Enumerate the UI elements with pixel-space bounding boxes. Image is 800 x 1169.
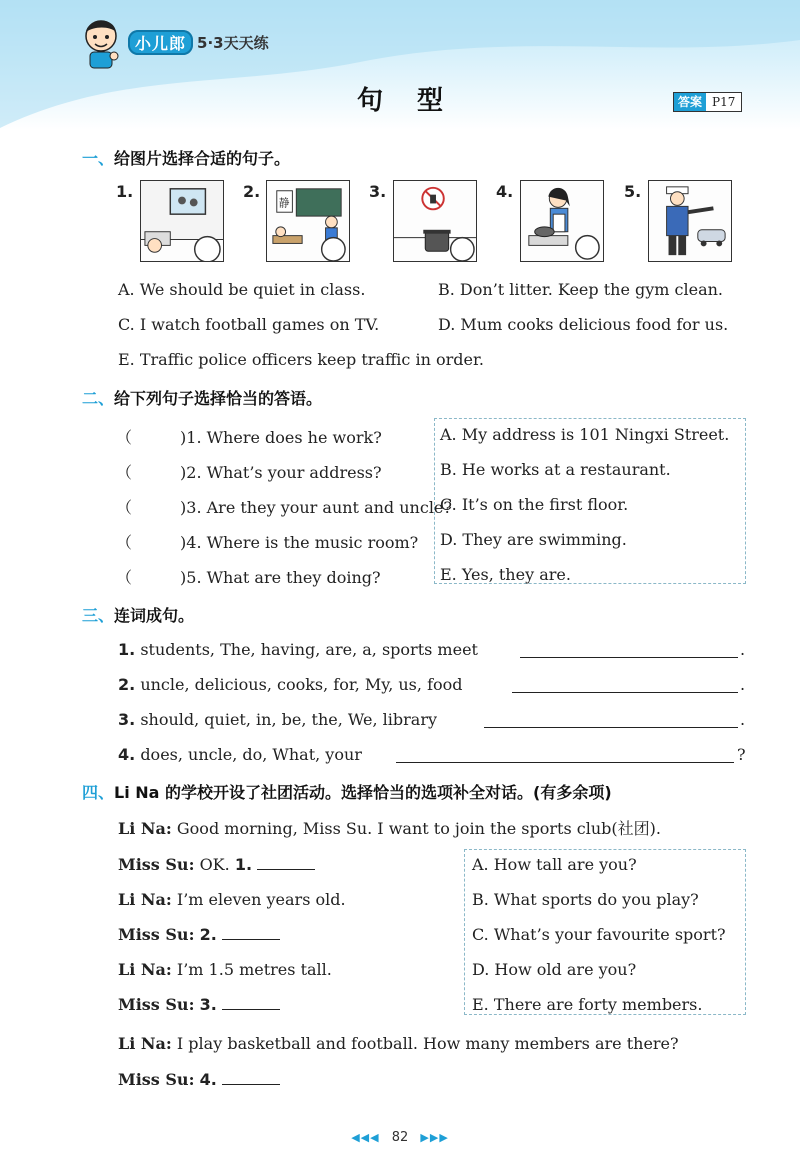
item-2-number: 2. [118, 675, 136, 694]
dialogue-text-2: OK. [199, 855, 230, 874]
section4-option-e: E. There are forty members. [472, 995, 703, 1014]
brand-name: 小儿郎 [128, 30, 193, 55]
tv-watching-picture [140, 180, 224, 262]
traffic-police-picture [648, 180, 732, 262]
section1-text: 给图片选择合适的句子。 [114, 149, 291, 168]
question-1-text: )1. Where does he work? [180, 428, 382, 447]
section1-option-a: A. We should be quiet in class. [118, 280, 366, 299]
blank-number-1: 1. [234, 855, 253, 874]
brand-logo [128, 30, 269, 54]
section2-answer-a: A. My address is 101 Ningxi Street. [440, 425, 730, 444]
dialogue-text-3: I’m eleven years old. [176, 890, 346, 909]
speaker-2: Miss Su: [118, 855, 195, 874]
dialogue-line-6 [118, 995, 280, 1014]
section1-option-d: D. Mum cooks delicious food for us. [438, 315, 729, 334]
blank-number-3: 3. [199, 995, 217, 1014]
section2-title [82, 386, 322, 409]
dialogue-blank-1[interactable] [257, 869, 315, 870]
speaker-4: Miss Su: [118, 925, 195, 944]
answer-blank-1[interactable] [520, 657, 738, 658]
prev-arrows-icon: ◀◀◀ [351, 1131, 380, 1144]
picture-2-number: 2. [243, 182, 261, 201]
answer-paren-4[interactable]: （ [116, 533, 133, 552]
section1-option-b: B. Don’t litter. Keep the gym clean. [438, 280, 724, 299]
svg-text:静: 静 [278, 196, 290, 210]
section4-text: Li Na 的学校开设了社团活动。选择恰当的选项补全对话。(有多余项) [114, 783, 612, 802]
answer-paren-5[interactable]: （ [116, 568, 133, 587]
speaker-5: Li Na: [118, 960, 172, 979]
question-2-text: )2. What’s your address? [180, 463, 382, 482]
question-3-text: )3. Are they your aunt and uncle? [180, 498, 452, 517]
section3-text: 连词成句。 [114, 606, 195, 625]
speaker-8: Miss Su: [118, 1070, 195, 1089]
answer-paren-3[interactable]: （ [116, 498, 133, 517]
dialogue-text-1: Good morning, Miss Su. I want to join the sports club(社团). [176, 819, 661, 838]
item-1-words: students, The, having, are, a, sports meet [140, 640, 478, 659]
section1-title [82, 146, 290, 169]
answer-paren-2[interactable]: （ [116, 463, 133, 482]
dialogue-text-5: I’m 1.5 metres tall. [176, 960, 332, 979]
section4-option-c: C. What’s your favourite sport? [472, 925, 726, 944]
item-4-words: does, uncle, do, What, your [140, 745, 362, 764]
dialogue-blank-3[interactable] [222, 1009, 280, 1010]
page-footer [0, 1130, 800, 1145]
section2-text: 给下列句子选择恰当的答语。 [114, 389, 323, 408]
section4-option-b: B. What sports do you play? [472, 890, 699, 909]
section3-item-2 [118, 675, 463, 694]
section3-item-3 [118, 710, 437, 729]
dialogue-line-1 [118, 816, 661, 839]
dialogue-text-7: I play basketball and football. How many members are there? [176, 1034, 679, 1053]
section4-option-a: A. How tall are you? [472, 855, 637, 874]
dialogue-line-3 [118, 890, 346, 909]
item-4-number: 4. [118, 745, 136, 764]
dialogue-line-2 [118, 855, 315, 874]
speaker-1: Li Na: [118, 819, 172, 838]
picture-5-number: 5. [624, 182, 642, 201]
answer-blank-2[interactable] [512, 692, 738, 693]
item-4-end: ? [737, 745, 746, 764]
brand-series: 5·3天天练 [197, 33, 269, 52]
section3-item-4 [118, 745, 362, 764]
section4-title [82, 780, 612, 803]
picture-4-number: 4. [496, 182, 514, 201]
section2-answer-b: B. He works at a restaurant. [440, 460, 671, 479]
dialogue-line-7 [118, 1034, 679, 1053]
section1-option-c: C. I watch football games on TV. [118, 315, 380, 334]
answer-blank-4[interactable] [396, 762, 734, 763]
item-1-number: 1. [118, 640, 136, 659]
page-number: 82 [391, 1130, 409, 1145]
section3-title [82, 603, 194, 626]
answer-page: P17 [706, 93, 741, 111]
question-5-text: )5. What are they doing? [180, 568, 381, 587]
speaker-7: Li Na: [118, 1034, 172, 1053]
picture-3-number: 3. [369, 182, 387, 201]
answer-blank-3[interactable] [484, 727, 738, 728]
section4-option-d: D. How old are you? [472, 960, 637, 979]
mascot-boy-icon [78, 14, 124, 70]
dialogue-line-5 [118, 960, 332, 979]
section1-number: 一、 [82, 149, 115, 168]
section2-answer-c: C. It’s on the first floor. [440, 495, 629, 514]
section2-answer-e: E. Yes, they are. [440, 565, 571, 584]
answer-paren-1[interactable]: （ [116, 428, 133, 447]
mum-cooking-picture [520, 180, 604, 262]
section2-question-3 [116, 495, 452, 518]
blank-number-2: 2. [199, 925, 217, 944]
section3-item-1 [118, 640, 478, 659]
dialogue-line-4 [118, 925, 280, 944]
item-2-end: . [740, 675, 746, 694]
section2-number: 二、 [82, 389, 115, 408]
section3-number: 三、 [82, 606, 115, 625]
section2-question-2 [116, 460, 382, 483]
dialogue-blank-4[interactable] [222, 1084, 280, 1085]
answer-label: 答案 [674, 93, 706, 111]
no-litter-gym-picture [393, 180, 477, 262]
item-3-number: 3. [118, 710, 136, 729]
dialogue-blank-2[interactable] [222, 939, 280, 940]
item-2-words: uncle, delicious, cooks, for, My, us, food [140, 675, 463, 694]
speaker-3: Li Na: [118, 890, 172, 909]
section2-question-4 [116, 530, 418, 553]
section4-number: 四、 [82, 783, 115, 802]
section2-question-5 [116, 565, 381, 588]
dialogue-line-8 [118, 1070, 280, 1089]
speaker-6: Miss Su: [118, 995, 195, 1014]
next-arrows-icon: ▶▶▶ [420, 1131, 449, 1144]
answer-page-tag[interactable] [673, 92, 742, 112]
picture-1-number: 1. [116, 182, 134, 201]
section2-answer-d: D. They are swimming. [440, 530, 627, 549]
item-3-end: . [740, 710, 746, 729]
quiet-classroom-picture [266, 180, 350, 262]
item-1-end: . [740, 640, 746, 659]
blank-number-4: 4. [199, 1070, 217, 1089]
item-3-words: should, quiet, in, be, the, We, library [140, 710, 438, 729]
question-4-text: )4. Where is the music room? [180, 533, 419, 552]
section2-question-1 [116, 425, 382, 448]
page-title: 句型 [356, 86, 477, 116]
section1-option-e: E. Traffic police officers keep traffic in order. [118, 350, 484, 369]
